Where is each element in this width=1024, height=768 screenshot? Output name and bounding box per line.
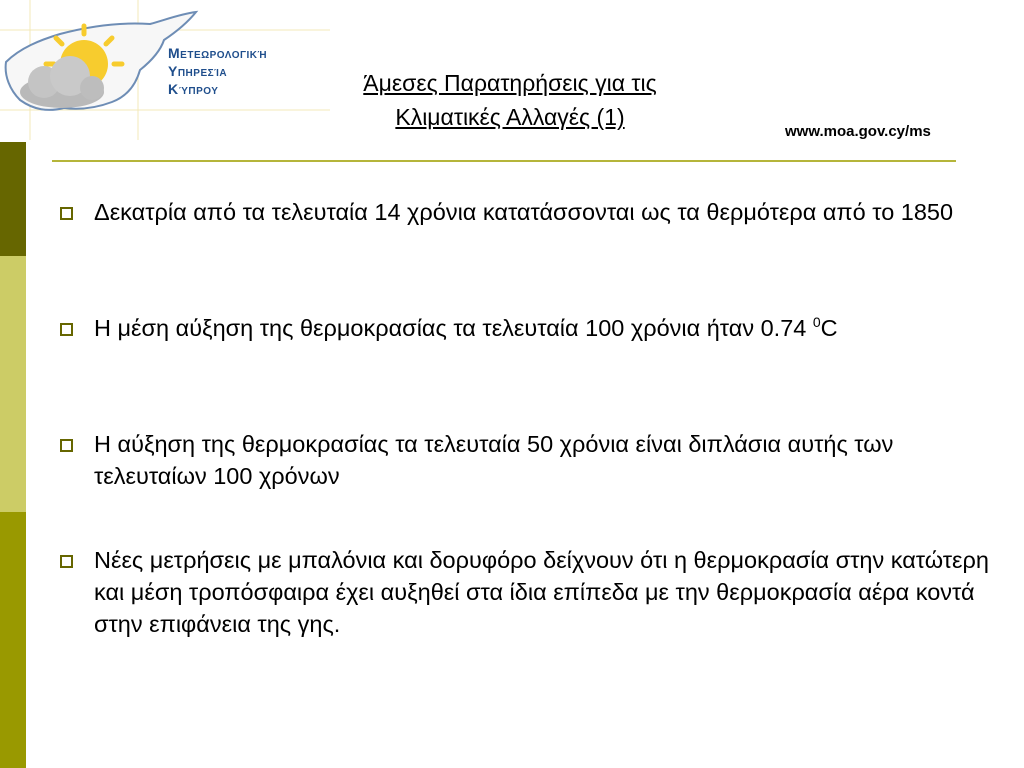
bullet-list xyxy=(60,196,990,640)
slide-title-line-1: Άμεσες Παρατηρήσεις για τις xyxy=(363,70,657,96)
bullet-text xyxy=(94,315,838,341)
slide-title xyxy=(230,66,790,134)
bullet-item xyxy=(60,196,990,312)
logo-line-1: Μετεωρολογική xyxy=(168,45,268,61)
bullet-text: Δεκατρία από τα τελευταία 14 χρόνια κατατάσσονται ως τα θερμότερα από το 1850 xyxy=(94,199,954,225)
bullet-text: Η αύξηση της θερμοκρασίας τα τελευταία 50 χρόνια είναι διπλάσια αυτής των τελευταίων 100 χρόνων xyxy=(94,431,894,489)
bullet-text: Νέες μετρήσεις με μπαλόνια και δορυφόρο δείχνουν ότι η θερμοκρασία στην κατώτερη και μέση τροπόσφαιρα έχει αυξηθεί στα ίδια επίπεδα με την θερμοκρασία αέρα κοντά στην επιφάνεια της γης. xyxy=(94,547,989,637)
slide-title-line-2: Κλιματικές Αλλαγές (1) xyxy=(395,104,625,130)
logo-line-2: Υπηρεσία xyxy=(168,63,228,79)
bullet-text-unit: C xyxy=(820,315,838,341)
square-bullet-icon xyxy=(60,207,73,220)
bullet-item xyxy=(60,544,990,640)
side-band-light xyxy=(0,256,26,512)
side-band-olive xyxy=(0,512,26,768)
degree-superscript: 0 xyxy=(812,314,821,331)
site-url: www.moa.gov.cy/ms xyxy=(785,123,931,140)
side-band-dark xyxy=(0,142,26,256)
title-divider xyxy=(52,160,956,162)
square-bullet-icon xyxy=(60,555,73,568)
bullet-item xyxy=(60,428,990,544)
bullet-item xyxy=(60,312,990,428)
square-bullet-icon xyxy=(60,439,73,452)
bullet-text-main: Η μέση αύξηση της θερμοκρασίας τα τελευταία 100 χρόνια ήταν 0.74 xyxy=(94,315,813,341)
square-bullet-icon xyxy=(60,323,73,336)
logo-line-3: Κύπρου xyxy=(168,81,219,97)
